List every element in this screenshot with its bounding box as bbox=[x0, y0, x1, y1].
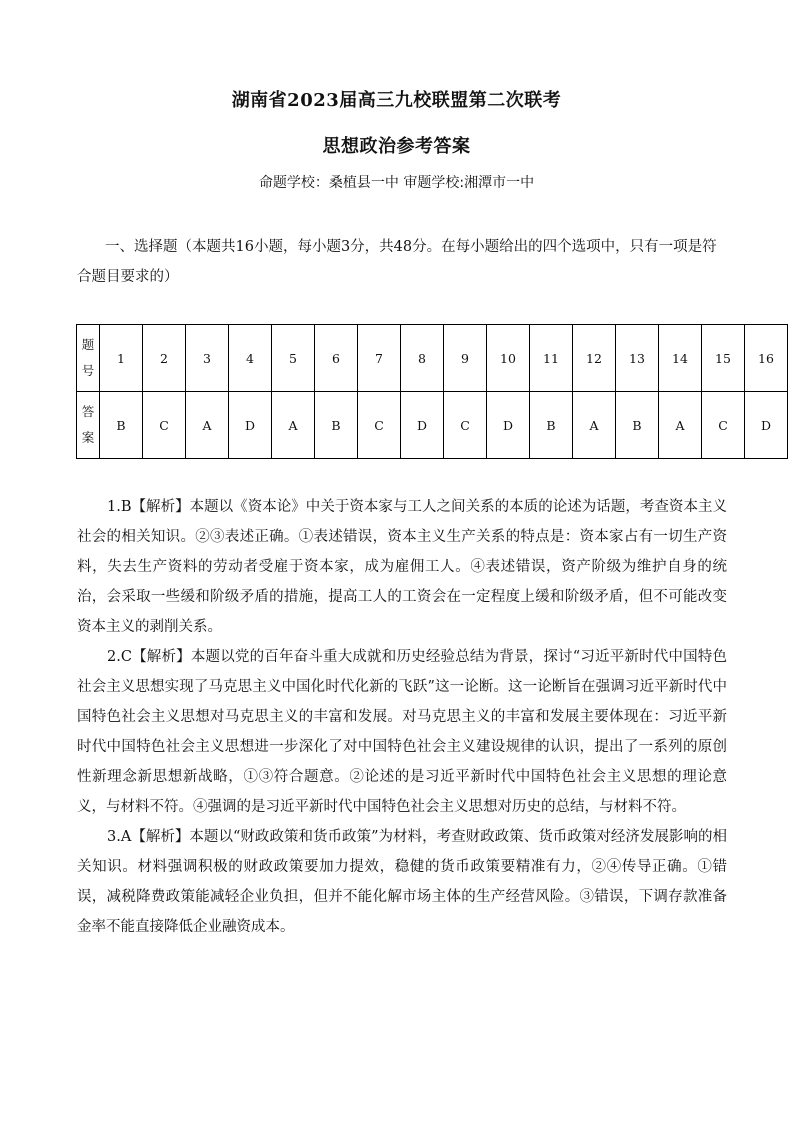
question-number: 3 bbox=[186, 325, 229, 392]
question-number: 12 bbox=[573, 325, 616, 392]
answer-cell: A bbox=[272, 392, 315, 459]
question-number: 10 bbox=[487, 325, 530, 392]
answer-cell: D bbox=[229, 392, 272, 459]
section-heading: 一、选择题（本题共16小题，每小题3分，共48分。在每小题给出的四个选项中，只有一项是符合题目要求的） bbox=[77, 239, 717, 285]
question-number: 8 bbox=[401, 325, 444, 392]
answer-cell: A bbox=[659, 392, 702, 459]
school-credits: 命题学校：桑植县一中 审题学校:湘潭市一中 bbox=[258, 175, 535, 191]
answer-cell: A bbox=[186, 392, 229, 459]
answer-row bbox=[77, 392, 788, 459]
question-number: 16 bbox=[745, 325, 788, 392]
answer-cell: D bbox=[401, 392, 444, 459]
answer-cell: B bbox=[530, 392, 573, 459]
question-number-row bbox=[77, 325, 788, 392]
explanation-paragraph: 1.B【解析】本题以《资本论》中关于资本家与工人之间关系的本质的论述为话题，考查资本主义社会的相关知识。②③表述正确。①表述错误，资本主义生产关系的特点是：资本家占有一切生产资料，失去生产资料的劳动者受雇于资本家，成为雇佣工人。④表述错误，资产阶级为维护自身的统治，会采取一些缓和阶级矛盾的措施，提高工人的工资会在一定程度上缓和阶级矛盾，但不可能改变资本主义的剥削关系。 bbox=[77, 499, 727, 635]
page-subtitle: 思想政治参考答案 bbox=[322, 136, 471, 157]
page-title: 湖南省2023届高三九校联盟第二次联考 bbox=[231, 90, 562, 111]
question-number: 2 bbox=[143, 325, 186, 392]
explanation-paragraph: 3.A【解析】本题以“财政政策和货币政策”为材料，考查财政政策、货币政策对经济发展影响的相关知识。材料强调积极的财政政策要加力提效，稳健的货币政策要精准有力，②④传导正确。①错误，减税降费政策能减轻企业负担，但并不能化解市场主体的生产经营风险。③错误，下调存款准备金率不能直接降低企业融资成本。 bbox=[77, 829, 727, 935]
answer-cell: D bbox=[745, 392, 788, 459]
answer-table bbox=[76, 324, 788, 459]
answer-cell: C bbox=[702, 392, 745, 459]
question-number: 1 bbox=[100, 325, 143, 392]
question-number: 7 bbox=[358, 325, 401, 392]
question-number: 9 bbox=[444, 325, 487, 392]
answer-cell: B bbox=[100, 392, 143, 459]
explanation-paragraph: 2.C【解析】本题以党的百年奋斗重大成就和历史经验总结为背景，探讨“习近平新时代中国特色社会主义思想实现了马克思主义中国化时代化新的飞跃”这一论断。这一论断旨在强调习近平新时代中国特色社会主义思想对马克思主义的丰富和发展。对马克思主义的丰富和发展主要体现在：习近平新时代中国特色社会主义思想进一步深化了对中国特色社会主义建设规律的认识，提出了一系列的原创性新理念新思想新战略，①③符合题意。②论述的是习近平新时代中国特色社会主义思想的理论意义，与材料不符。④强调的是习近平新时代中国特色社会主义思想对历史的总结，与材料不符。 bbox=[77, 649, 727, 815]
question-number: 11 bbox=[530, 325, 573, 392]
row-label-answer: 答 案 bbox=[77, 392, 100, 459]
answer-cell: C bbox=[358, 392, 401, 459]
question-number: 15 bbox=[702, 325, 745, 392]
explanations bbox=[77, 492, 727, 942]
answer-cell: B bbox=[315, 392, 358, 459]
answer-cell: A bbox=[573, 392, 616, 459]
question-number: 14 bbox=[659, 325, 702, 392]
answer-cell: B bbox=[616, 392, 659, 459]
question-number: 4 bbox=[229, 325, 272, 392]
answer-cell: D bbox=[487, 392, 530, 459]
row-label-question: 题 号 bbox=[77, 325, 100, 392]
question-number: 5 bbox=[272, 325, 315, 392]
question-number: 13 bbox=[616, 325, 659, 392]
answer-cell: C bbox=[143, 392, 186, 459]
question-number: 6 bbox=[315, 325, 358, 392]
answer-cell: C bbox=[444, 392, 487, 459]
